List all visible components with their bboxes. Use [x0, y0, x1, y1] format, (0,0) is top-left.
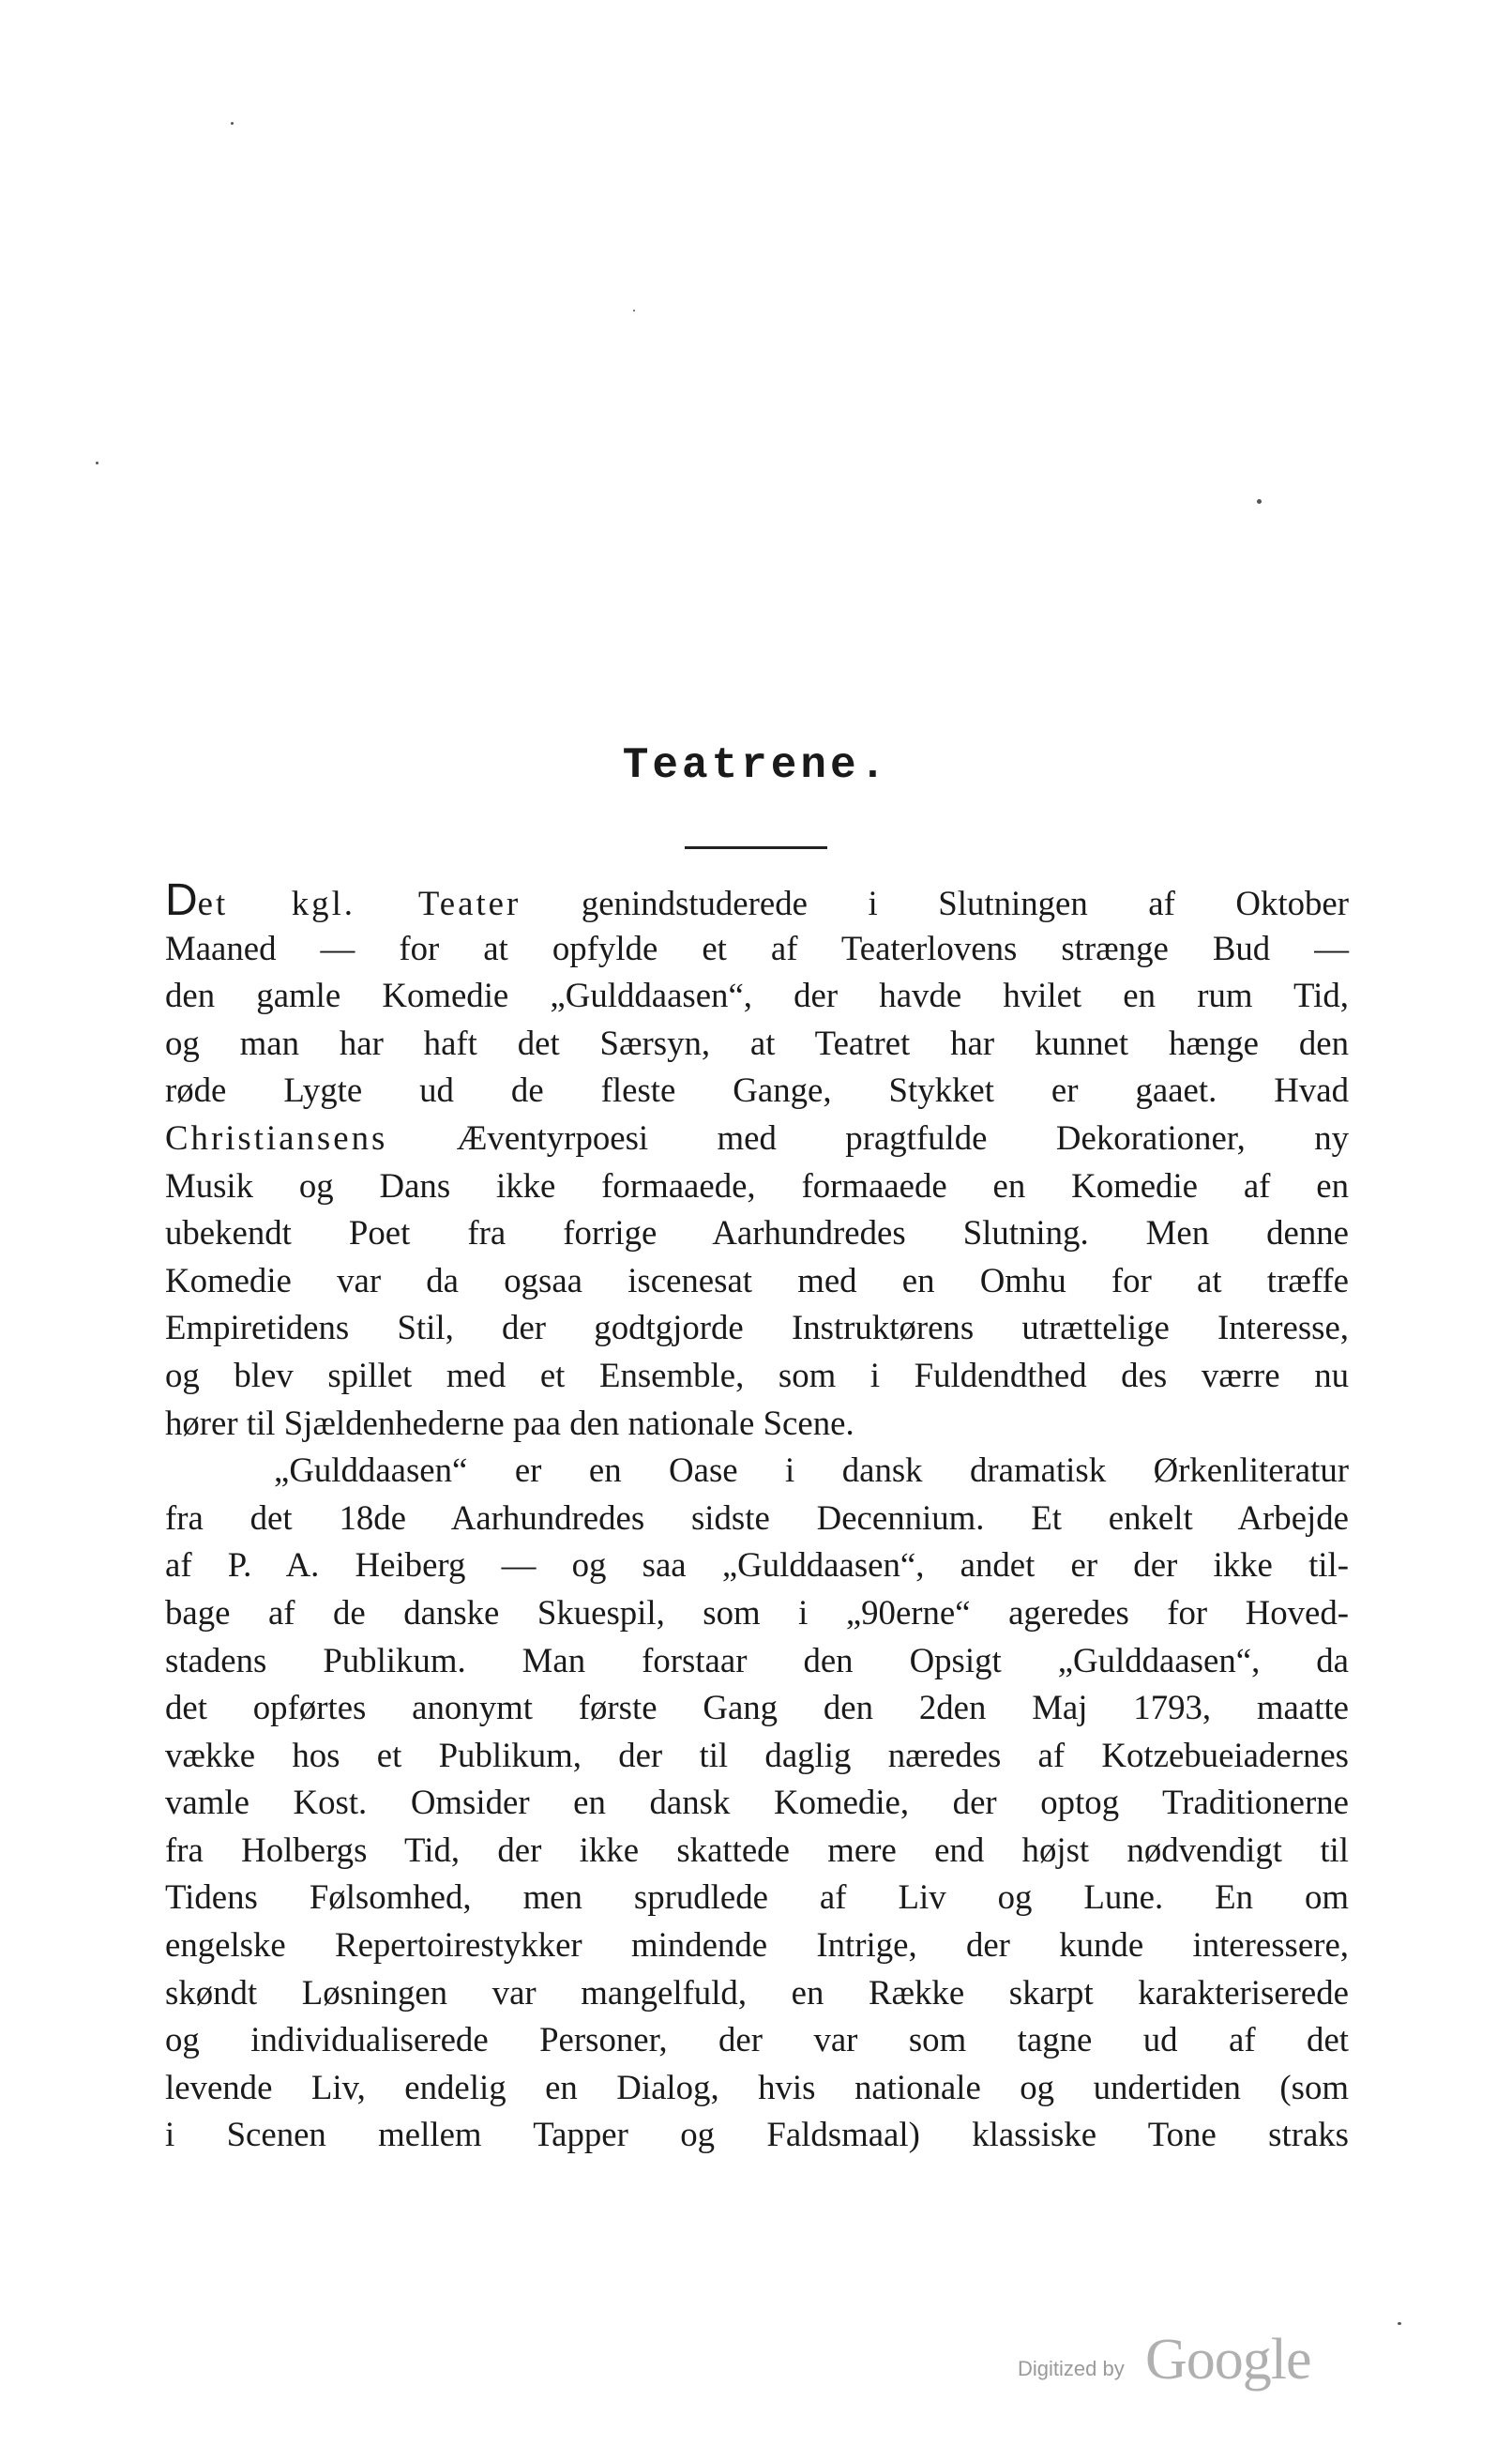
text-line: Empiretidens Stil, der godtgjorde Instruktørens utrættelige Interesse,	[165, 1308, 1349, 1347]
scan-speck	[1398, 2322, 1401, 2325]
text-line: levende Liv, endelig en Dialog, hvis nationale og undertiden (som	[165, 2067, 1349, 2106]
body-text	[165, 877, 1349, 2159]
spaced-text: et kgl. Teater	[197, 884, 522, 922]
text-line: røde Lygte ud de fleste Gange, Stykket er gaaet. Hvad	[165, 1071, 1349, 1110]
text-line: engelske Repertoirestykker mindende Intrige, der kunde interessere,	[165, 1925, 1349, 1965]
text-line: bage af de danske Skuespil, som i „90erne“ ageredes for Hoved-	[165, 1592, 1349, 1632]
text-line: vamle Kost. Omsider en dansk Komedie, der optog Traditionerne	[165, 1783, 1349, 1822]
spaced-text: Christiansens	[165, 1117, 388, 1157]
text-line: den gamle Komedie „Gulddaasen“, der havde hvilet en rum Tid,	[165, 976, 1349, 1015]
text-span: genindstuderede i Slutningen af Oktober	[521, 884, 1349, 922]
text-line: hører til Sjældenhederne paa den nationale Scene.	[165, 1403, 854, 1442]
text-line: ubekendt Poet fra forrige Aarhundredes Slutning. Men denne	[165, 1213, 1349, 1253]
text-line: og blev spillet med et Ensemble, som i Fuldendthed des værre nu	[165, 1355, 1349, 1394]
title-divider	[685, 846, 827, 849]
page-title: Teatrene.	[622, 741, 890, 790]
text-line: Tidens Følsomhed, men sprudlede af Liv og Lune. En om	[165, 1877, 1349, 1917]
text-line: vække hos et Publikum, der til daglig næredes af Kotzebueiadernes	[165, 1735, 1349, 1774]
scan-speck	[96, 462, 98, 464]
drop-cap: D	[165, 875, 198, 925]
text-line: Maaned — for at opfylde et af Teaterlovens strænge Bud —	[165, 928, 1349, 967]
text-line: af P. A. Heiberg — og saa „Gulddaasen“, andet er der ikke til-	[165, 1545, 1349, 1585]
text-line: skøndt Løsningen var mangelfuld, en Række skarpt karakteriserede	[165, 1972, 1349, 2012]
text-line: i Scenen mellem Tapper og Faldsmaal) klassiske Tone straks	[165, 2115, 1349, 2154]
google-logo: Google	[1145, 2328, 1311, 2392]
text-line: Komedie var da ogsaa iscenesat med en Omhu for at træffe	[165, 1260, 1349, 1299]
digitized-watermark	[1018, 2327, 1374, 2402]
text-line: det opførtes anonymt første Gang den 2den Maj 1793, maatte	[165, 1688, 1349, 1727]
text-line: og individualiserede Personer, der var som tagne ud af det	[165, 2020, 1349, 2059]
digitized-label: Digitized by	[1018, 2357, 1125, 2380]
text-line: stadens Publikum. Man forstaar den Opsigt „Gulddaasen“, da	[165, 1640, 1349, 1679]
scan-speck	[231, 122, 234, 125]
text-line	[165, 877, 1349, 925]
text-line	[165, 1115, 1349, 1162]
scan-speck	[1257, 499, 1262, 504]
scan-speck	[633, 310, 635, 311]
text-line: og man har haft det Særsyn, at Teatret har kunnet hænge den	[165, 1023, 1349, 1062]
text-line: Musik og Dans ikke formaaede, formaaede en Komedie af en	[165, 1165, 1349, 1205]
text-line: „Gulddaasen“ er en Oase i dansk dramatisk Ørkenliteratur	[274, 1451, 1349, 1490]
text-span: Æventyrpoesi med pragtfulde Dekorationer, ny	[387, 1117, 1349, 1157]
text-line: fra det 18de Aarhundredes sidste Decennium. Et enkelt Arbejde	[165, 1497, 1349, 1537]
text-line: fra Holbergs Tid, der ikke skattede mere end højst nødvendigt til	[165, 1830, 1349, 1869]
